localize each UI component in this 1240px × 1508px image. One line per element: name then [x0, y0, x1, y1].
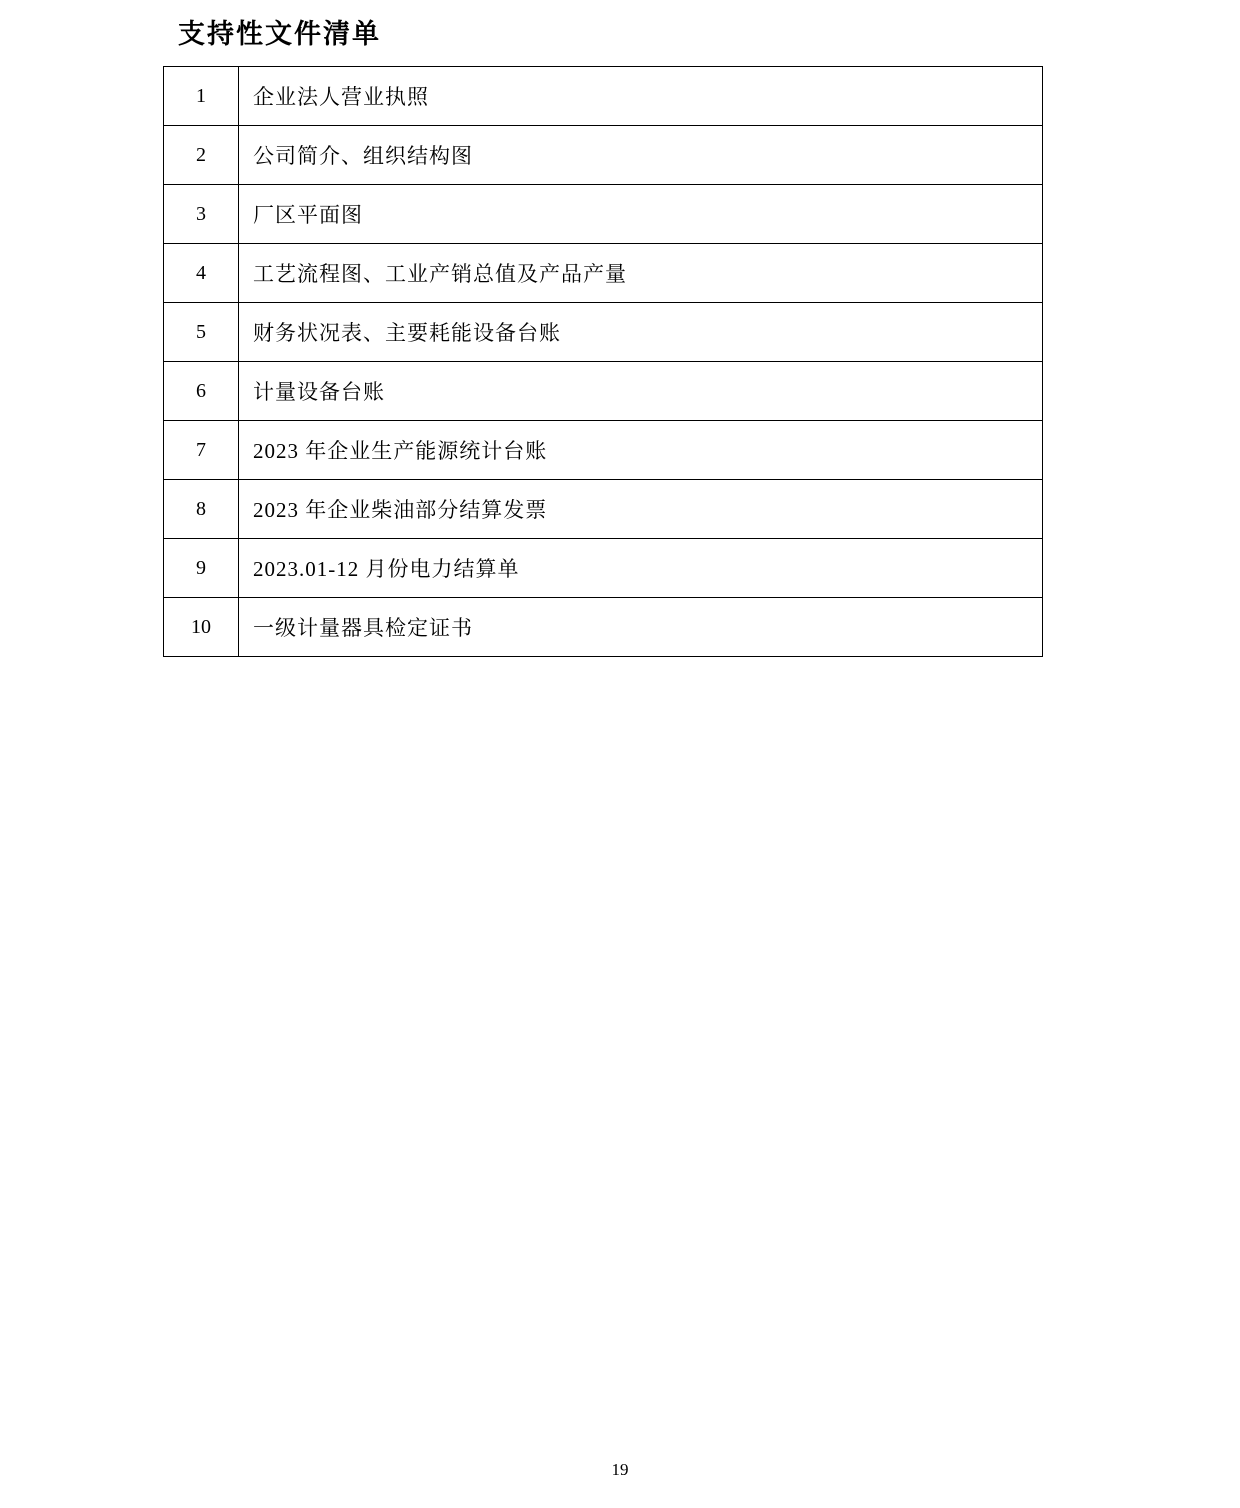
row-index: 10 — [164, 598, 239, 657]
table-row — [164, 480, 1043, 539]
row-label: 工艺流程图、工业产销总值及产品产量 — [239, 244, 1043, 303]
page-number: 19 — [611, 1460, 629, 1479]
row-index: 1 — [164, 67, 239, 126]
row-label: 2023 年企业柴油部分结算发票 — [239, 480, 1043, 539]
row-index: 8 — [164, 480, 239, 539]
row-label: 企业法人营业执照 — [239, 67, 1043, 126]
table-row — [164, 303, 1043, 362]
row-label: 厂区平面图 — [239, 185, 1043, 244]
table-row — [164, 598, 1043, 657]
row-index: 6 — [164, 362, 239, 421]
table-row — [164, 421, 1043, 480]
table-row — [164, 67, 1043, 126]
row-index: 2 — [164, 126, 239, 185]
row-label: 计量设备台账 — [239, 362, 1043, 421]
row-label: 2023.01-12 月份电力结算单 — [239, 539, 1043, 598]
row-index: 7 — [164, 421, 239, 480]
row-label: 一级计量器具检定证书 — [239, 598, 1043, 657]
row-index: 9 — [164, 539, 239, 598]
row-index: 5 — [164, 303, 239, 362]
table-row — [164, 539, 1043, 598]
table-row — [164, 362, 1043, 421]
table-row — [164, 185, 1043, 244]
table-row — [164, 244, 1043, 303]
row-label: 2023 年企业生产能源统计台账 — [239, 421, 1043, 480]
row-index: 3 — [164, 185, 239, 244]
page-title: 支持性文件清单 — [178, 19, 381, 49]
row-label: 财务状况表、主要耗能设备台账 — [239, 303, 1043, 362]
row-label: 公司简介、组织结构图 — [239, 126, 1043, 185]
supporting-documents-table — [163, 66, 1043, 657]
table-row — [164, 126, 1043, 185]
row-index: 4 — [164, 244, 239, 303]
table-body — [164, 67, 1043, 657]
